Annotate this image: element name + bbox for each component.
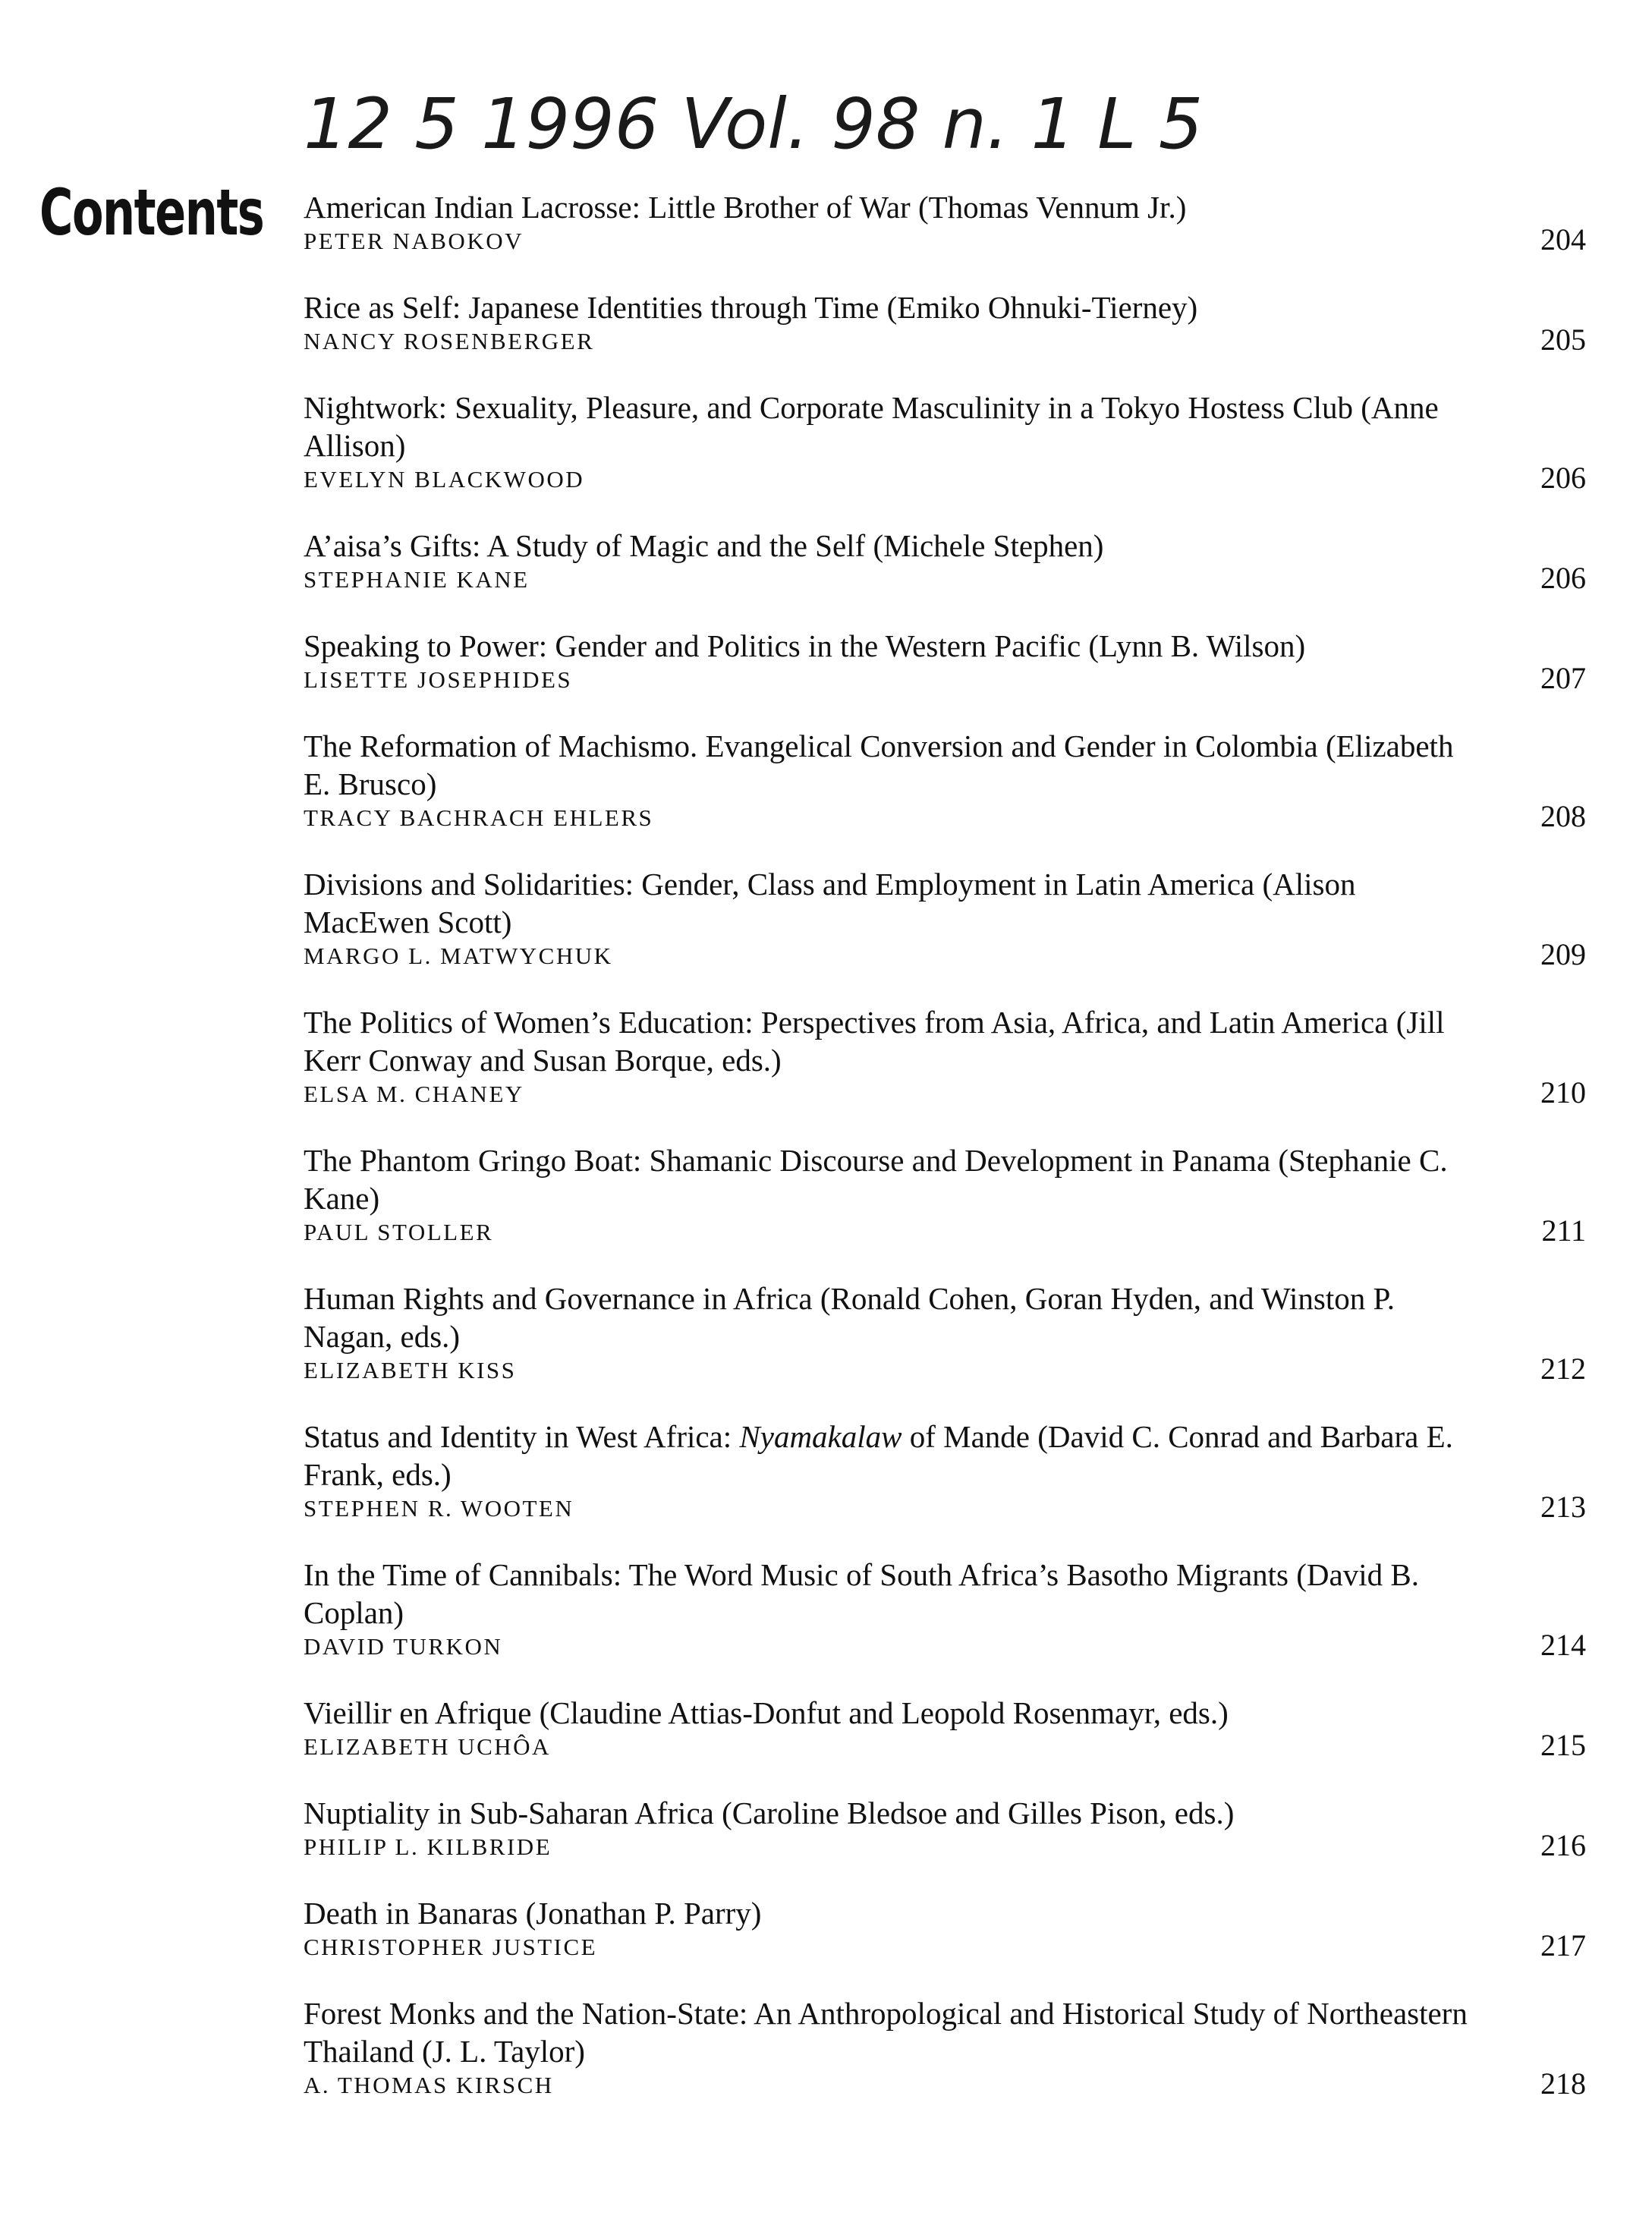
book-title: Rice as Self: Japanese Identities through Time (Emiko Ohnuki-Tierney): [304, 290, 1198, 325]
page-number: 205: [1540, 323, 1586, 357]
reviewer-name: ELIZABETH UCHÔA: [304, 1733, 551, 1760]
book-title: A’aisa’s Gifts: A Study of Magic and the Self (Michele Stephen): [304, 528, 1104, 563]
toc-entry: [304, 389, 1586, 493]
reviewer-name: CHRISTOPHER JUSTICE: [304, 1934, 598, 1960]
page-number: 217: [1540, 1928, 1586, 1962]
book-title: The Politics of Women’s Education: Perspectives from Asia, Africa, and Latin America (Jill Kerr Conway and Susan Borque, eds.): [304, 1005, 1445, 1078]
toc-entry: [304, 627, 1586, 694]
book-title: Human Rights and Governance in Africa (Ronald Cohen, Goran Hyden, and Winston P. Nagan, eds.): [304, 1281, 1396, 1354]
book-title: Vieillir en Afrique (Claudine Attias-Donfut and Leopold Rosenmayr, eds.): [304, 1695, 1229, 1730]
table-of-contents: [304, 188, 1586, 2132]
page-number: 210: [1540, 1075, 1586, 1109]
reviewer-name: ELSA M. CHANEY: [304, 1081, 524, 1107]
book-title-part: Status and Identity in West Africa:: [304, 1419, 740, 1454]
handwritten-note-text: 12 5 1996 Vol. 98 n. 1 L 5: [304, 83, 1204, 165]
page-number: 215: [1540, 1728, 1586, 1762]
reviewer-name: LISETTE JOSEPHIDES: [304, 666, 573, 693]
book-title-part: of Mande (David C. Conrad and Barbara E. Frank, eds.): [304, 1419, 1453, 1492]
reviewer-name: MARGO L. MATWYCHUK: [304, 943, 613, 969]
toc-entry: [304, 1141, 1586, 1246]
toc-entry: [304, 527, 1586, 593]
reviewer-name: NANCY ROSENBERGER: [304, 328, 595, 354]
book-title: In the Time of Cannibals: The Word Music of South Africa’s Basotho Migrants (David B. Coplan): [304, 1557, 1419, 1630]
page-number: 209: [1540, 937, 1586, 971]
reviewer-name: STEPHEN R. WOOTEN: [304, 1495, 574, 1522]
toc-entry: [304, 865, 1586, 970]
reviewer-name: PAUL STOLLER: [304, 1219, 494, 1245]
page-number: 206: [1540, 561, 1586, 595]
page-number: 214: [1540, 1628, 1586, 1662]
page-number: 211: [1541, 1213, 1586, 1248]
reviewer-name: EVELYN BLACKWOOD: [304, 466, 585, 493]
toc-entry: [304, 1694, 1586, 1761]
reviewer-name: PHILIP L. KILBRIDE: [304, 1833, 552, 1860]
book-title-italic-part: Nyamakalaw: [739, 1419, 902, 1454]
toc-entry: [304, 1279, 1586, 1384]
book-title: The Reformation of Machismo. Evangelical Conversion and Gender in Colombia (Elizabeth E. Brusco): [304, 729, 1454, 801]
toc-entry: [304, 288, 1586, 355]
reviewer-name: TRACY BACHRACH EHLERS: [304, 804, 654, 831]
page-number: 204: [1540, 222, 1586, 257]
book-title: Death in Banaras (Jonathan P. Parry): [304, 1896, 762, 1931]
page-number: 216: [1540, 1828, 1586, 1862]
handwritten-annotation: [304, 72, 1518, 178]
book-title: The Phantom Gringo Boat: Shamanic Discourse and Development in Panama (Stephanie C. Kane): [304, 1143, 1448, 1216]
page-number: 206: [1540, 461, 1586, 495]
toc-entry: [304, 727, 1586, 832]
reviewer-name: DAVID TURKON: [304, 1633, 503, 1660]
toc-entry: [304, 188, 1586, 255]
reviewer-name: A. THOMAS KIRSCH: [304, 2072, 554, 2098]
toc-entry: [304, 1794, 1586, 1861]
contents-heading: Contents: [39, 175, 264, 250]
book-title: Divisions and Solidarities: Gender, Class and Employment in Latin America (Alison MacEwen Scott): [304, 867, 1356, 939]
toc-entry: [304, 1994, 1586, 2099]
reviewer-name: STEPHANIE KANE: [304, 566, 530, 593]
toc-entry: [304, 1418, 1586, 1522]
reviewer-name: ELIZABETH KISS: [304, 1357, 517, 1383]
page-number: 213: [1540, 1490, 1586, 1524]
toc-entry: [304, 1894, 1586, 1961]
book-title: Nuptiality in Sub-Saharan Africa (Caroline Bledsoe and Gilles Pison, eds.): [304, 1796, 1235, 1830]
book-title: Nightwork: Sexuality, Pleasure, and Corporate Masculinity in a Tokyo Hostess Club (Anne Allison): [304, 390, 1439, 463]
book-title: Speaking to Power: Gender and Politics in the Western Pacific (Lynn B. Wilson): [304, 628, 1306, 663]
page-number: 207: [1540, 661, 1586, 695]
toc-entry: [304, 1556, 1586, 1660]
book-title: American Indian Lacrosse: Little Brother of War (Thomas Vennum Jr.): [304, 190, 1187, 225]
book-title: Forest Monks and the Nation-State: An Anthropological and Historical Study of Northeastern Thailand (J. L. Taylor): [304, 1996, 1468, 2069]
page-number: 218: [1540, 2066, 1586, 2101]
toc-entry: [304, 1003, 1586, 1108]
page-number: 208: [1540, 799, 1586, 833]
book-title: [304, 1418, 1472, 1493]
page-number: 212: [1540, 1352, 1586, 1386]
reviewer-name: PETER NABOKOV: [304, 228, 524, 254]
